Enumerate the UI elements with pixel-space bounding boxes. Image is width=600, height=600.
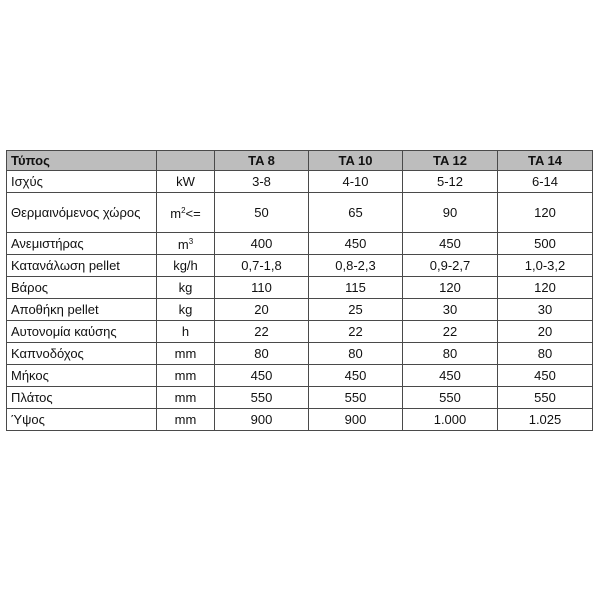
row-unit [157, 193, 215, 233]
unit-superscript: 3 [188, 237, 194, 246]
table-cell: 115 [309, 277, 403, 299]
row-label: Καπνοδόχος [7, 343, 157, 365]
unit-base: m [170, 206, 182, 221]
row-unit [157, 233, 215, 255]
table-cell: 550 [403, 387, 498, 409]
row-label: Αποθήκη pellet [7, 299, 157, 321]
table-cell: 120 [498, 277, 593, 299]
row-unit: h [157, 321, 215, 343]
row-unit: mm [157, 343, 215, 365]
row-label: Πλάτος [7, 387, 157, 409]
table-cell: 120 [498, 193, 593, 233]
table-cell: 450 [403, 365, 498, 387]
row-label: Κατανάλωση pellet [7, 255, 157, 277]
table-cell: 0,8-2,3 [309, 255, 403, 277]
row-unit: kg/h [157, 255, 215, 277]
table-cell: 400 [215, 233, 309, 255]
table-row [7, 233, 593, 255]
table-row [7, 387, 593, 409]
table-cell: 90 [403, 193, 498, 233]
table-row [7, 277, 593, 299]
table-row [7, 193, 593, 233]
column-header-model: TA 14 [498, 151, 593, 171]
table-cell: 80 [215, 343, 309, 365]
table-cell: 450 [309, 365, 403, 387]
table-row [7, 321, 593, 343]
row-unit: kg [157, 277, 215, 299]
table-cell: 550 [309, 387, 403, 409]
unit-base: m [177, 237, 189, 252]
table-cell: 110 [215, 277, 309, 299]
column-header-type: Τύπος [7, 151, 157, 171]
column-header-model: TA 10 [309, 151, 403, 171]
table-cell: 450 [403, 233, 498, 255]
row-unit: mm [157, 409, 215, 431]
column-header-model: TA 12 [403, 151, 498, 171]
row-label: Αυτονομία καύσης [7, 321, 157, 343]
table-row [7, 409, 593, 431]
table-cell: 1.025 [498, 409, 593, 431]
row-unit: mm [157, 365, 215, 387]
table-cell: 500 [498, 233, 593, 255]
table-cell: 22 [403, 321, 498, 343]
table-cell: 30 [403, 299, 498, 321]
table-cell: 22 [309, 321, 403, 343]
table-cell: 450 [498, 365, 593, 387]
table-cell: 5-12 [403, 171, 498, 193]
table-cell: 3-8 [215, 171, 309, 193]
table-cell: 30 [498, 299, 593, 321]
table-cell: 80 [309, 343, 403, 365]
table-header-row [7, 151, 593, 171]
row-label: Θερμαινόμενος χώρος [7, 193, 157, 233]
unit-superscript: 2 [181, 206, 186, 215]
table-cell: 20 [498, 321, 593, 343]
table-cell: 0,9-2,7 [403, 255, 498, 277]
table-cell: 80 [403, 343, 498, 365]
table-cell: 0,7-1,8 [215, 255, 309, 277]
row-label: Ύψος [7, 409, 157, 431]
table-cell: 550 [498, 387, 593, 409]
table-row [7, 343, 593, 365]
table-row [7, 255, 593, 277]
table-cell: 450 [215, 365, 309, 387]
specifications-table [6, 150, 593, 431]
table-cell: 1.000 [403, 409, 498, 431]
row-unit: kg [157, 299, 215, 321]
table-cell: 900 [309, 409, 403, 431]
table-cell: 1,0-3,2 [498, 255, 593, 277]
table-cell: 6-14 [498, 171, 593, 193]
table-row [7, 171, 593, 193]
unit-suffix: <= [185, 206, 201, 221]
table-row [7, 299, 593, 321]
table-cell: 4-10 [309, 171, 403, 193]
table-cell: 900 [215, 409, 309, 431]
row-unit: mm [157, 387, 215, 409]
row-label: Ανεμιστήρας [7, 233, 157, 255]
table-row [7, 365, 593, 387]
table-cell: 120 [403, 277, 498, 299]
column-header-unit [157, 151, 215, 171]
row-label: Βάρος [7, 277, 157, 299]
table-cell: 25 [309, 299, 403, 321]
table-cell: 20 [215, 299, 309, 321]
table-cell: 22 [215, 321, 309, 343]
table-cell: 50 [215, 193, 309, 233]
table-cell: 65 [309, 193, 403, 233]
row-label: Μήκος [7, 365, 157, 387]
column-header-model: TA 8 [215, 151, 309, 171]
table-cell: 80 [498, 343, 593, 365]
table-cell: 550 [215, 387, 309, 409]
row-unit: kW [157, 171, 215, 193]
row-label: Ισχύς [7, 171, 157, 193]
table-cell: 450 [309, 233, 403, 255]
